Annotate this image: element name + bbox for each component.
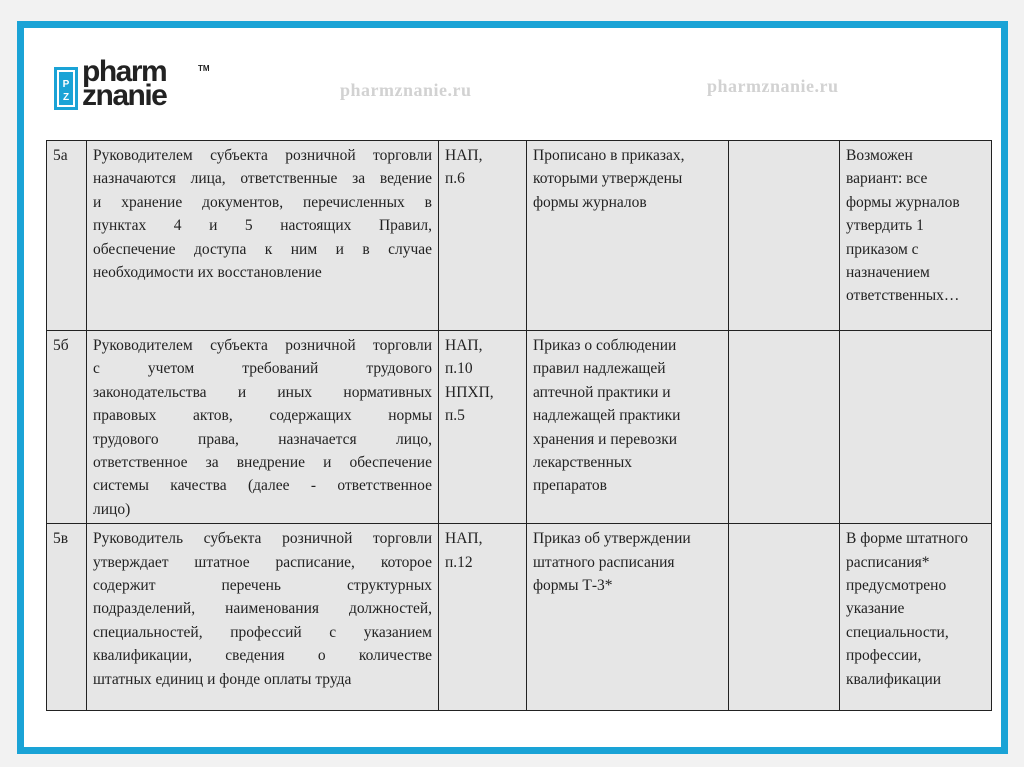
cell-line: аптечной практики и: [533, 383, 671, 401]
note-cell: [840, 524, 992, 711]
cell-line: специальностей, профессий с указанием: [93, 623, 432, 641]
cell-line: квалификации, сведения о количестве: [93, 647, 432, 665]
cell-line: НАП,: [445, 147, 483, 164]
table-row: [47, 331, 992, 524]
empty-cell: [729, 331, 840, 524]
requirements-table: [46, 140, 992, 711]
cell-line: Приказ об утверждении: [533, 530, 691, 548]
cell-line: трудового права, назначается лицо,: [93, 430, 432, 448]
cell-line: предусмотрено: [846, 577, 947, 595]
cell-line: Возможен: [846, 147, 913, 164]
cell-line: правил надлежащей: [533, 360, 666, 378]
logo-trademark: TM: [198, 64, 210, 73]
note-cell: [840, 141, 992, 331]
cell-line: формы журналов: [846, 193, 960, 211]
row-number: 5а: [53, 147, 68, 164]
cell-line: хранения и перевозки: [533, 430, 678, 448]
cell-line: препаратов: [533, 477, 607, 495]
logo-line-2: znanie: [82, 79, 167, 112]
cell-line: с учетом требований трудового: [93, 360, 432, 378]
cell-line: расписания*: [846, 553, 930, 571]
cell-line: формы Т-3*: [533, 577, 613, 595]
cell-line: штатных единиц и фонде оплаты труда: [93, 670, 352, 688]
cell-line: п.10: [445, 360, 473, 378]
cell-line: приказом с: [846, 240, 919, 258]
cell-line: вариант: все: [846, 170, 928, 188]
cell-line: НАП,: [445, 530, 483, 548]
cell-line: пунктах 4 и 5 настоящих Правил,: [93, 217, 432, 235]
cell-line: обеспечение доступа к ним и в случае: [93, 240, 432, 258]
reference-cell: [439, 141, 527, 331]
cell-line: Руководителем субъекта розничной торговли: [93, 337, 432, 354]
pharmznanie-logo: [54, 55, 214, 116]
cell-line: утвердить 1: [846, 217, 924, 235]
table-row: [47, 141, 992, 331]
document-cell: [527, 331, 729, 524]
cell-line: специальности,: [846, 623, 949, 641]
cell-line: содержит перечень структурных: [93, 577, 432, 595]
empty-cell: [729, 524, 840, 711]
requirement-cell: [87, 141, 439, 331]
document-cell: [527, 524, 729, 711]
cell-line: НПХП,: [445, 383, 494, 401]
cell-line: формы журналов: [533, 193, 647, 211]
cell-line: законодательства и иных нормативных: [93, 383, 432, 401]
cell-line: надлежащей практики: [533, 407, 681, 425]
note-cell: [840, 331, 992, 524]
cell-line: п.12: [445, 553, 473, 571]
watermark-left: pharmznanie.ru: [340, 80, 472, 100]
row-number-cell: [47, 141, 87, 331]
row-number-cell: [47, 331, 87, 524]
cell-line: ответственное за внедрение и обеспечение: [93, 454, 432, 472]
cell-line: Прописано в приказах,: [533, 147, 685, 164]
requirement-cell: [87, 331, 439, 524]
reference-cell: [439, 524, 527, 711]
logo-mark-icon: [54, 67, 78, 110]
cell-line: Руководителем субъекта розничной торговли: [93, 147, 432, 164]
cell-line: ответственных…: [846, 287, 960, 305]
cell-line: указание: [846, 600, 905, 618]
cell-line: п.5: [445, 407, 465, 425]
table-body: [47, 141, 992, 711]
slide-frame: [17, 21, 1008, 754]
cell-line: штатного расписания: [533, 553, 675, 571]
cell-line: утверждает штатное расписание, которое: [93, 553, 432, 571]
row-number: 5б: [53, 337, 69, 354]
cell-line: В форме штатного: [846, 530, 969, 548]
cell-line: системы качества (далее - ответственное: [93, 477, 432, 495]
watermark-right: pharmznanie.ru: [707, 76, 839, 96]
cell-line: Руководитель субъекта розничной торговли: [93, 530, 432, 548]
requirement-cell: [87, 524, 439, 711]
cell-line: НАП,: [445, 337, 483, 354]
cell-line: профессии,: [846, 647, 922, 665]
cell-line: Приказ о соблюдении: [533, 337, 677, 354]
reference-cell: [439, 331, 527, 524]
cell-line: и хранение документов, перечисленных в: [93, 193, 432, 211]
cell-line: необходимости их восстановление: [93, 264, 322, 282]
table-row: [47, 524, 992, 711]
cell-line: подразделений, наименования должностей,: [93, 600, 432, 618]
cell-line: лекарственных: [533, 454, 633, 472]
svg-text:P: P: [62, 79, 70, 90]
cell-line: квалификации: [846, 670, 942, 688]
cell-line: п.6: [445, 170, 465, 188]
cell-line: правовых актов, содержащих нормы: [93, 407, 432, 425]
svg-text:Z: Z: [62, 92, 70, 103]
document-cell: [527, 141, 729, 331]
cell-line: назначаются лица, ответственные за ведение: [93, 170, 432, 188]
cell-line: которыми утверждены: [533, 170, 683, 188]
row-number-cell: [47, 524, 87, 711]
row-number: 5в: [53, 530, 69, 548]
cell-line: лицо): [93, 500, 131, 518]
empty-cell: [729, 141, 840, 331]
logo-wordmark: [82, 55, 167, 112]
logo-line-1: pharm: [82, 55, 167, 88]
cell-line: назначением: [846, 264, 930, 282]
